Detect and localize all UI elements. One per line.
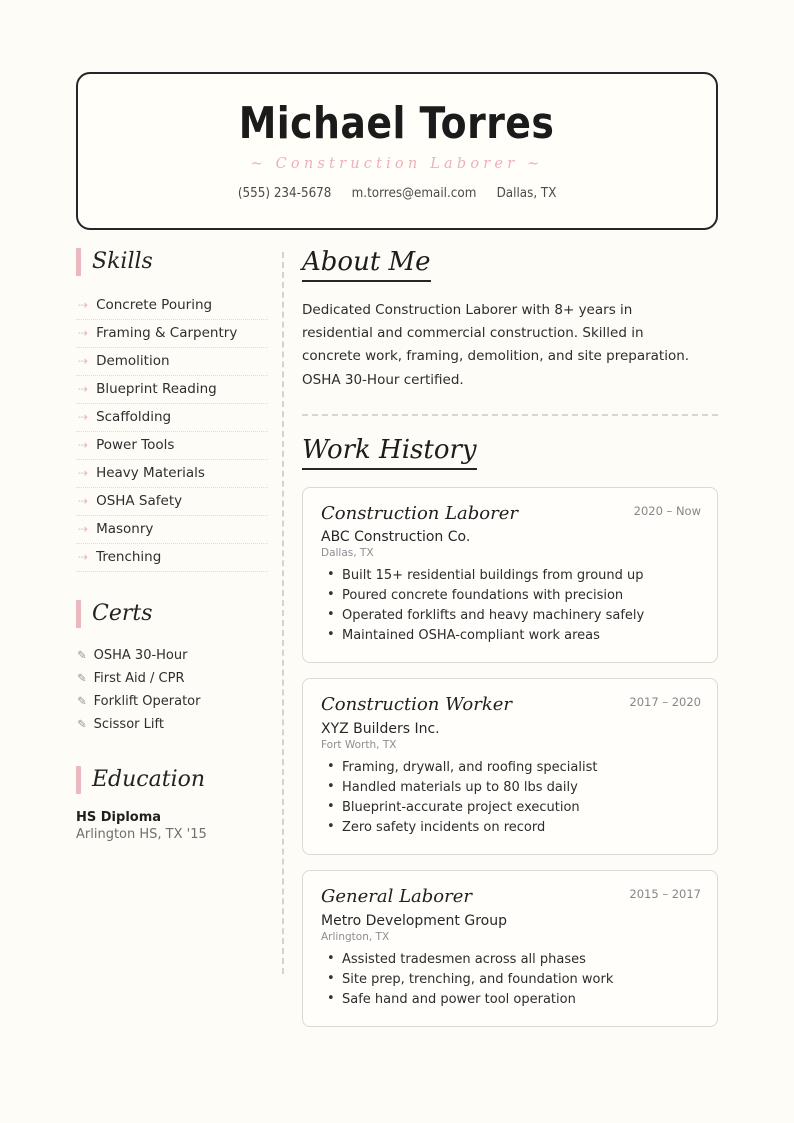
list-item xyxy=(76,404,268,432)
education-heading xyxy=(76,766,268,794)
cert-label: Scissor Lift xyxy=(93,717,164,732)
education-heading-label: Education xyxy=(92,767,206,792)
job-title: Construction Laborer xyxy=(321,502,518,524)
about-section xyxy=(302,248,718,392)
list-item xyxy=(76,432,268,460)
skills-heading xyxy=(76,248,268,276)
job-location: Arlington, TX xyxy=(321,930,390,943)
job-bullets xyxy=(321,758,699,838)
pencil-icon: ✎ xyxy=(77,717,87,731)
accent-bar-icon xyxy=(76,766,81,794)
sidebar xyxy=(76,248,268,842)
main-content xyxy=(302,248,718,1042)
list-item xyxy=(76,516,268,544)
list-item xyxy=(76,460,268,488)
accent-bar-icon xyxy=(76,248,81,276)
certs-heading-label: Certs xyxy=(92,601,153,626)
job-location: Dallas, TX xyxy=(321,547,374,560)
education-entry xyxy=(76,810,268,842)
arrow-right-icon: ⇢ xyxy=(78,466,89,480)
job-bullet: • Framing, drywall, and roofing specialist xyxy=(321,758,699,778)
column-divider xyxy=(282,252,284,974)
arrow-right-icon: ⇢ xyxy=(78,326,89,340)
job-company: ABC Construction Co. xyxy=(321,529,471,546)
list-item xyxy=(76,376,268,404)
job-location: Fort Worth, TX xyxy=(321,739,397,752)
contact-phone: (555) 234-5678 xyxy=(237,185,332,201)
list-item xyxy=(76,488,268,516)
arrow-right-icon: ⇢ xyxy=(78,550,89,564)
arrow-right-icon: ⇢ xyxy=(78,494,89,508)
skill-label: Framing & Carpentry xyxy=(96,325,238,341)
skill-label: Blueprint Reading xyxy=(96,381,217,397)
job-bullet: • Safe hand and power tool operation xyxy=(321,990,699,1010)
job-date: 2015 – 2017 xyxy=(629,887,701,902)
job-bullet: • Site prep, trenching, and foundation work xyxy=(321,970,699,990)
job-title: Construction Worker xyxy=(321,694,512,716)
skill-label: Power Tools xyxy=(96,437,175,453)
contact-email: m.torres@email.com xyxy=(351,185,477,201)
list-item xyxy=(76,690,268,713)
list-item xyxy=(76,348,268,376)
spacer xyxy=(76,572,268,600)
job-bullets xyxy=(321,566,699,646)
arrow-right-icon: ⇢ xyxy=(78,522,89,536)
work-history-heading: Work History xyxy=(302,436,477,470)
job-company: Metro Development Group xyxy=(321,912,507,929)
candidate-name: Michael Torres xyxy=(239,97,555,149)
job-date: 2020 – Now xyxy=(633,503,701,518)
accent-bar-icon xyxy=(76,600,81,628)
list-item xyxy=(76,667,268,690)
job-bullet: • Assisted tradesmen across all phases xyxy=(321,950,699,970)
job-bullet: • Poured concrete foundations with precision xyxy=(321,586,699,606)
skill-label: Concrete Pouring xyxy=(96,297,213,313)
list-item xyxy=(76,320,268,348)
about-text: Dedicated Construction Laborer with 8+ years in residential and commercial construction. Skilled in concrete work, framing, demolition, and site preparation. OSHA 30-Hour certified. xyxy=(302,301,690,388)
job-bullet: • Handled materials up to 80 lbs daily xyxy=(321,778,699,798)
pencil-icon: ✎ xyxy=(77,671,87,685)
resume-header xyxy=(76,72,718,230)
job-card xyxy=(302,487,718,664)
section-divider xyxy=(302,414,718,416)
spacer xyxy=(76,736,268,766)
list-item xyxy=(76,292,268,320)
certs-heading xyxy=(76,600,268,628)
job-bullet: • Operated forklifts and heavy machinery safely xyxy=(321,606,699,626)
cert-label: First Aid / CPR xyxy=(93,671,185,686)
list-item xyxy=(76,544,268,572)
cert-label: OSHA 30-Hour xyxy=(93,648,188,663)
arrow-right-icon: ⇢ xyxy=(78,438,89,452)
pencil-icon: ✎ xyxy=(77,648,87,662)
job-company: XYZ Builders Inc. xyxy=(321,721,440,738)
job-card xyxy=(302,678,718,855)
arrow-right-icon: ⇢ xyxy=(78,382,89,396)
pencil-icon: ✎ xyxy=(77,694,87,708)
contact-location: Dallas, TX xyxy=(496,185,557,201)
skills-heading-label: Skills xyxy=(92,249,153,274)
education-degree: HS Diploma xyxy=(76,810,162,825)
skill-label: OSHA Safety xyxy=(96,493,183,509)
candidate-tagline: ~ Construction Laborer ~ xyxy=(250,155,544,172)
skills-list xyxy=(76,292,268,572)
contact-row xyxy=(238,186,557,201)
job-card xyxy=(302,870,718,1027)
job-date: 2017 – 2020 xyxy=(629,695,701,710)
certs-list xyxy=(76,644,268,736)
job-bullet: • Built 15+ residential buildings from ground up xyxy=(321,566,699,586)
job-bullet: • Maintained OSHA-compliant work areas xyxy=(321,626,699,646)
job-bullets xyxy=(321,950,699,1010)
skill-label: Scaffolding xyxy=(96,409,172,425)
arrow-right-icon: ⇢ xyxy=(78,298,89,312)
list-item xyxy=(76,713,268,736)
arrow-right-icon: ⇢ xyxy=(78,354,89,368)
education-school: Arlington HS, TX '15 xyxy=(76,827,207,842)
skill-label: Heavy Materials xyxy=(96,465,205,481)
about-heading: About Me xyxy=(302,248,431,282)
list-item xyxy=(76,644,268,667)
job-title: General Laborer xyxy=(321,886,472,908)
cert-label: Forklift Operator xyxy=(93,694,201,709)
job-bullet: • Zero safety incidents on record xyxy=(321,818,699,838)
job-bullet: • Blueprint-accurate project execution xyxy=(321,798,699,818)
skill-label: Demolition xyxy=(96,353,170,369)
skill-label: Trenching xyxy=(96,549,162,565)
work-history-section xyxy=(302,436,718,1027)
skill-label: Masonry xyxy=(96,521,154,537)
arrow-right-icon: ⇢ xyxy=(78,410,89,424)
